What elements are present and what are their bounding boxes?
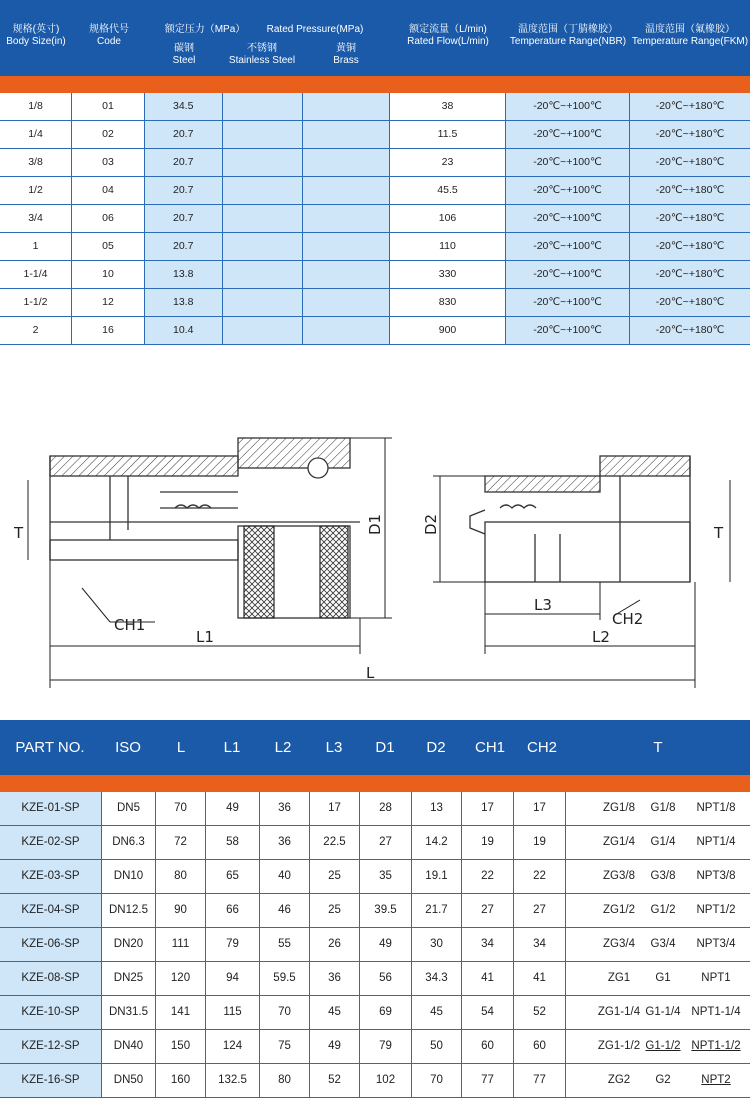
cell-iso: DN50 xyxy=(102,1064,156,1097)
thread-npt: NPT1/2 xyxy=(696,904,736,916)
cell-thread xyxy=(566,1030,750,1063)
cell-ch1: 54 xyxy=(462,996,514,1029)
header-code-en: Code xyxy=(97,36,121,47)
cell-ch2: 77 xyxy=(514,1064,566,1097)
dimension-header-cell: D2 xyxy=(426,739,446,756)
cell-brass xyxy=(303,205,390,232)
dimension-header-cell: L1 xyxy=(223,739,241,756)
cell-ch2: 19 xyxy=(514,826,566,859)
cell-part: KZE-08-SP xyxy=(0,962,102,995)
cell-d1: 39.5 xyxy=(360,894,412,927)
label-l3: L3 xyxy=(534,596,552,614)
cell-nbr: -20℃~+100℃ xyxy=(506,121,630,148)
cell-ch2: 22 xyxy=(514,860,566,893)
cell-size: 2 xyxy=(0,317,72,344)
thread-zg: ZG1-1/2 xyxy=(597,1040,641,1052)
cell-l2: 70 xyxy=(260,996,310,1029)
dimension-table-row xyxy=(0,826,750,860)
cell-fkm: -20℃~+180℃ xyxy=(630,121,750,148)
thread-zg: ZG1/8 xyxy=(603,802,635,814)
label-ch1: CH1 xyxy=(114,616,146,634)
cell-d1: 49 xyxy=(360,928,412,961)
socket-sleeve xyxy=(238,438,350,468)
cell-l: 111 xyxy=(156,928,206,961)
cell-flow: 11.5 xyxy=(390,121,506,148)
cell-l2: 40 xyxy=(260,860,310,893)
cell-size: 1/4 xyxy=(0,121,72,148)
header-code-cn: 规格代号 xyxy=(89,24,129,35)
cell-thread xyxy=(566,894,750,927)
socket-knurl-left xyxy=(244,526,274,618)
cell-nbr: -20℃~+100℃ xyxy=(506,317,630,344)
cell-size: 1/8 xyxy=(0,93,72,120)
thread-npt: NPT3/4 xyxy=(696,938,736,950)
cell-stainless xyxy=(223,121,303,148)
cell-nbr: -20℃~+100℃ xyxy=(506,205,630,232)
thread-zg: ZG1-1/4 xyxy=(597,1006,641,1018)
socket-body-lower xyxy=(50,540,238,560)
cell-code: 16 xyxy=(72,317,145,344)
cell-l2: 80 xyxy=(260,1064,310,1097)
header-size-cn: 规格(英寸) xyxy=(12,24,60,35)
label-ch2: CH2 xyxy=(612,610,644,628)
dimension-header-cell: L3 xyxy=(325,739,343,756)
label-d1: D1 xyxy=(366,513,384,535)
cell-ch2: 27 xyxy=(514,894,566,927)
plug-body-upper xyxy=(600,456,690,476)
thread-g: G3/8 xyxy=(650,870,676,882)
cell-iso: DN12.5 xyxy=(102,894,156,927)
thread-g: G1/8 xyxy=(650,802,676,814)
cell-ch1: 17 xyxy=(462,792,514,825)
cell-l3: 25 xyxy=(310,894,360,927)
cell-brass xyxy=(303,289,390,316)
cell-d1: 79 xyxy=(360,1030,412,1063)
thread-npt: NPT1 xyxy=(701,972,731,984)
dimension-table-row xyxy=(0,962,750,996)
plug-nipple-upper xyxy=(485,476,600,492)
pressure-table-row xyxy=(0,177,750,205)
dimension-header-cell: D1 xyxy=(375,739,395,756)
dimension-table-row xyxy=(0,894,750,928)
cell-steel: 20.7 xyxy=(145,121,223,148)
cell-code: 12 xyxy=(72,289,145,316)
cell-l2: 46 xyxy=(260,894,310,927)
cell-d2: 19.1 xyxy=(412,860,462,893)
dimension-header-cell: T xyxy=(653,739,663,756)
cell-size: 1-1/4 xyxy=(0,261,72,288)
cell-l1: 132.5 xyxy=(206,1064,260,1097)
cell-size: 1-1/2 xyxy=(0,289,72,316)
cell-iso: DN31.5 xyxy=(102,996,156,1029)
thread-g: G1-1/2 xyxy=(645,1040,681,1052)
thread-g: G2 xyxy=(655,1074,671,1086)
cell-part: KZE-06-SP xyxy=(0,928,102,961)
cell-code: 05 xyxy=(72,233,145,260)
cell-ch1: 22 xyxy=(462,860,514,893)
cell-code: 01 xyxy=(72,93,145,120)
cell-stainless xyxy=(223,177,303,204)
pressure-table-row xyxy=(0,93,750,121)
coupling-diagram-svg xyxy=(0,410,750,700)
cell-thread xyxy=(566,962,750,995)
cell-flow: 830 xyxy=(390,289,506,316)
cell-l3: 36 xyxy=(310,962,360,995)
cell-flow: 38 xyxy=(390,93,506,120)
cell-fkm: -20℃~+180℃ xyxy=(630,233,750,260)
cell-iso: DN40 xyxy=(102,1030,156,1063)
cell-steel: 20.7 xyxy=(145,149,223,176)
thread-g: G1/4 xyxy=(650,836,676,848)
thread-g: G3/4 xyxy=(650,938,676,950)
cell-d2: 45 xyxy=(412,996,462,1029)
pressure-table-row xyxy=(0,205,750,233)
cell-iso: DN5 xyxy=(102,792,156,825)
pressure-table-row xyxy=(0,261,750,289)
cell-d1: 35 xyxy=(360,860,412,893)
header-code xyxy=(72,24,146,48)
header-brass xyxy=(303,43,389,67)
cell-fkm: -20℃~+180℃ xyxy=(630,289,750,316)
cell-stainless xyxy=(223,261,303,288)
header-stainless-cn: 不锈钢 xyxy=(247,43,277,54)
thread-zg: ZG1 xyxy=(607,972,631,984)
cell-brass xyxy=(303,261,390,288)
header-stainless-en: Stainless Steel xyxy=(228,55,296,66)
cell-iso: DN25 xyxy=(102,962,156,995)
thread-g: G1/2 xyxy=(650,904,676,916)
pressure-table-row xyxy=(0,121,750,149)
cell-d2: 30 xyxy=(412,928,462,961)
cell-code: 02 xyxy=(72,121,145,148)
thread-zg: ZG3/4 xyxy=(603,938,635,950)
cell-fkm: -20℃~+180℃ xyxy=(630,261,750,288)
header-fkm-en: Temperature Range(FKM) xyxy=(631,36,749,47)
cell-l3: 49 xyxy=(310,1030,360,1063)
cell-code: 10 xyxy=(72,261,145,288)
cell-fkm: -20℃~+180℃ xyxy=(630,177,750,204)
pressure-table-row xyxy=(0,317,750,345)
cell-l1: 124 xyxy=(206,1030,260,1063)
cell-l: 141 xyxy=(156,996,206,1029)
dimension-table-row xyxy=(0,996,750,1030)
thread-zg: ZG1/2 xyxy=(603,904,635,916)
cell-thread xyxy=(566,996,750,1029)
thread-zg: ZG2 xyxy=(607,1074,631,1086)
dimension-header-cell: CH2 xyxy=(526,739,557,756)
dimension-table-header xyxy=(0,720,750,775)
cell-size: 3/4 xyxy=(0,205,72,232)
cell-thread xyxy=(566,860,750,893)
cell-part: KZE-04-SP xyxy=(0,894,102,927)
cell-d2: 70 xyxy=(412,1064,462,1097)
thread-zg: ZG1/4 xyxy=(603,836,635,848)
cell-brass xyxy=(303,93,390,120)
cell-l1: 65 xyxy=(206,860,260,893)
thread-npt: NPT2 xyxy=(701,1074,731,1086)
cell-brass xyxy=(303,233,390,260)
cell-l1: 66 xyxy=(206,894,260,927)
header-nbr xyxy=(506,24,630,48)
pressure-table-row xyxy=(0,233,750,261)
cell-fkm: -20℃~+180℃ xyxy=(630,317,750,344)
thread-npt: NPT1/8 xyxy=(696,802,736,814)
cell-steel: 13.8 xyxy=(145,261,223,288)
cell-d1: 28 xyxy=(360,792,412,825)
cell-thread xyxy=(566,792,750,825)
cell-size: 3/8 xyxy=(0,149,72,176)
header-brass-en: Brass xyxy=(333,55,359,66)
thread-zg: ZG3/8 xyxy=(603,870,635,882)
cell-l3: 25 xyxy=(310,860,360,893)
cell-nbr: -20℃~+100℃ xyxy=(506,149,630,176)
cell-code: 06 xyxy=(72,205,145,232)
socket-body-upper xyxy=(50,456,238,476)
header-fkm xyxy=(630,24,750,48)
cell-l: 150 xyxy=(156,1030,206,1063)
cell-brass xyxy=(303,177,390,204)
cell-ch2: 60 xyxy=(514,1030,566,1063)
cell-stainless xyxy=(223,289,303,316)
cell-size: 1/2 xyxy=(0,177,72,204)
cell-l: 160 xyxy=(156,1064,206,1097)
cell-steel: 13.8 xyxy=(145,289,223,316)
cell-flow: 23 xyxy=(390,149,506,176)
cell-iso: DN10 xyxy=(102,860,156,893)
dimension-table-row xyxy=(0,792,750,826)
cell-l: 72 xyxy=(156,826,206,859)
cell-flow: 330 xyxy=(390,261,506,288)
cell-stainless xyxy=(223,205,303,232)
cell-l1: 58 xyxy=(206,826,260,859)
cell-stainless xyxy=(223,317,303,344)
coupling-diagram xyxy=(0,410,750,700)
cell-steel: 10.4 xyxy=(145,317,223,344)
cell-flow: 45.5 xyxy=(390,177,506,204)
cell-flow: 900 xyxy=(390,317,506,344)
cell-ch1: 27 xyxy=(462,894,514,927)
cell-code: 04 xyxy=(72,177,145,204)
cell-l3: 26 xyxy=(310,928,360,961)
dimension-header-cell: CH1 xyxy=(474,739,505,756)
cell-part: KZE-02-SP xyxy=(0,826,102,859)
cell-l2: 59.5 xyxy=(260,962,310,995)
cell-d1: 69 xyxy=(360,996,412,1029)
label-l2: L2 xyxy=(592,628,610,646)
header-steel-en: Steel xyxy=(172,55,196,66)
cell-nbr: -20℃~+100℃ xyxy=(506,177,630,204)
label-d2: D2 xyxy=(422,513,440,535)
thread-g: G1-1/4 xyxy=(645,1006,681,1018)
cell-l1: 79 xyxy=(206,928,260,961)
cell-part: KZE-16-SP xyxy=(0,1064,102,1097)
cell-code: 03 xyxy=(72,149,145,176)
cell-l: 120 xyxy=(156,962,206,995)
cell-ch1: 34 xyxy=(462,928,514,961)
pressure-table-row xyxy=(0,289,750,317)
header-stainless xyxy=(223,43,301,67)
dimension-header-cell: L2 xyxy=(274,739,292,756)
cell-fkm: -20℃~+180℃ xyxy=(630,205,750,232)
dimension-table-row xyxy=(0,860,750,894)
header-pressure-cn: 额定压力（MPa） xyxy=(164,24,246,35)
cell-fkm: -20℃~+180℃ xyxy=(630,93,750,120)
cell-d2: 50 xyxy=(412,1030,462,1063)
header-size-en: Body Size(in) xyxy=(6,36,66,47)
header-flow-en: Rated Flow(L/min) xyxy=(407,36,489,47)
cell-ch2: 17 xyxy=(514,792,566,825)
header-flow-cn: 额定流量（L/min) xyxy=(409,24,487,35)
pressure-table-row xyxy=(0,149,750,177)
cell-l3: 22.5 xyxy=(310,826,360,859)
cell-size: 1 xyxy=(0,233,72,260)
cell-d2: 13 xyxy=(412,792,462,825)
thread-npt: NPT1-1/2 xyxy=(691,1040,741,1052)
cell-l: 90 xyxy=(156,894,206,927)
cell-l2: 75 xyxy=(260,1030,310,1063)
cell-part: KZE-12-SP xyxy=(0,1030,102,1063)
cell-d2: 14.2 xyxy=(412,826,462,859)
cell-part: KZE-01-SP xyxy=(0,792,102,825)
cell-steel: 20.7 xyxy=(145,233,223,260)
header-steel-cn: 碳钢 xyxy=(174,43,194,54)
header-nbr-cn: 温度范围（丁腈橡胶） xyxy=(518,24,618,35)
cell-stainless xyxy=(223,93,303,120)
label-l: L xyxy=(366,664,375,682)
cell-brass xyxy=(303,121,390,148)
cell-l1: 115 xyxy=(206,996,260,1029)
dimension-table-row xyxy=(0,1030,750,1064)
cell-flow: 110 xyxy=(390,233,506,260)
dimension-header-cell: L xyxy=(176,739,186,756)
dimension-header-cell: PART NO. xyxy=(15,739,85,756)
cell-thread xyxy=(566,928,750,961)
cell-l: 70 xyxy=(156,792,206,825)
thread-g: G1 xyxy=(655,972,671,984)
cell-ch1: 19 xyxy=(462,826,514,859)
thread-npt: NPT3/8 xyxy=(696,870,736,882)
header-fkm-cn: 温度范围（氟橡胶） xyxy=(645,24,735,35)
cell-ch1: 77 xyxy=(462,1064,514,1097)
dimension-table-row xyxy=(0,928,750,962)
cell-l1: 94 xyxy=(206,962,260,995)
cell-steel: 34.5 xyxy=(145,93,223,120)
cell-d1: 56 xyxy=(360,962,412,995)
cell-nbr: -20℃~+100℃ xyxy=(506,289,630,316)
cell-d1: 27 xyxy=(360,826,412,859)
cell-brass xyxy=(303,149,390,176)
cell-thread xyxy=(566,826,750,859)
cell-stainless xyxy=(223,149,303,176)
cell-steel: 20.7 xyxy=(145,177,223,204)
cell-iso: DN6.3 xyxy=(102,826,156,859)
label-l1: L1 xyxy=(196,628,214,646)
dimension-table-accent-stripe xyxy=(0,775,750,792)
header-size xyxy=(0,24,72,48)
label-t-left: T xyxy=(14,524,24,542)
pressure-table-header xyxy=(0,0,750,76)
dimension-header-cell: ISO xyxy=(115,739,141,756)
header-steel xyxy=(145,43,223,67)
label-t-right: T xyxy=(714,524,724,542)
cell-stainless xyxy=(223,233,303,260)
thread-npt: NPT1/4 xyxy=(696,836,736,848)
cell-iso: DN20 xyxy=(102,928,156,961)
cell-ch1: 60 xyxy=(462,1030,514,1063)
cell-l2: 55 xyxy=(260,928,310,961)
cell-l2: 36 xyxy=(260,826,310,859)
cell-nbr: -20℃~+100℃ xyxy=(506,233,630,260)
cell-d2: 34.3 xyxy=(412,962,462,995)
cell-ch2: 52 xyxy=(514,996,566,1029)
cell-nbr: -20℃~+100℃ xyxy=(506,261,630,288)
cell-l3: 52 xyxy=(310,1064,360,1097)
cell-ch2: 34 xyxy=(514,928,566,961)
cell-ch1: 41 xyxy=(462,962,514,995)
header-flow xyxy=(390,24,506,48)
dimension-table-row xyxy=(0,1064,750,1098)
cell-l1: 49 xyxy=(206,792,260,825)
cell-nbr: -20℃~+100℃ xyxy=(506,93,630,120)
cell-l3: 17 xyxy=(310,792,360,825)
cell-part: KZE-10-SP xyxy=(0,996,102,1029)
cell-l: 80 xyxy=(156,860,206,893)
cell-ch2: 41 xyxy=(514,962,566,995)
cell-d2: 21.7 xyxy=(412,894,462,927)
cell-thread xyxy=(566,1064,750,1097)
cell-flow: 106 xyxy=(390,205,506,232)
socket-knurl-right xyxy=(320,526,348,618)
cell-steel: 20.7 xyxy=(145,205,223,232)
cell-l3: 45 xyxy=(310,996,360,1029)
cell-l2: 36 xyxy=(260,792,310,825)
thread-npt: NPT1-1/4 xyxy=(691,1006,741,1018)
cell-d1: 102 xyxy=(360,1064,412,1097)
cell-fkm: -20℃~+180℃ xyxy=(630,149,750,176)
header-nbr-en: Temperature Range(NBR) xyxy=(509,36,627,47)
cell-brass xyxy=(303,317,390,344)
pressure-table-accent-stripe xyxy=(0,76,750,93)
header-brass-cn: 黄铜 xyxy=(336,43,356,54)
cell-part: KZE-03-SP xyxy=(0,860,102,893)
header-pressure-en: Rated Pressure(MPa) xyxy=(266,24,364,35)
